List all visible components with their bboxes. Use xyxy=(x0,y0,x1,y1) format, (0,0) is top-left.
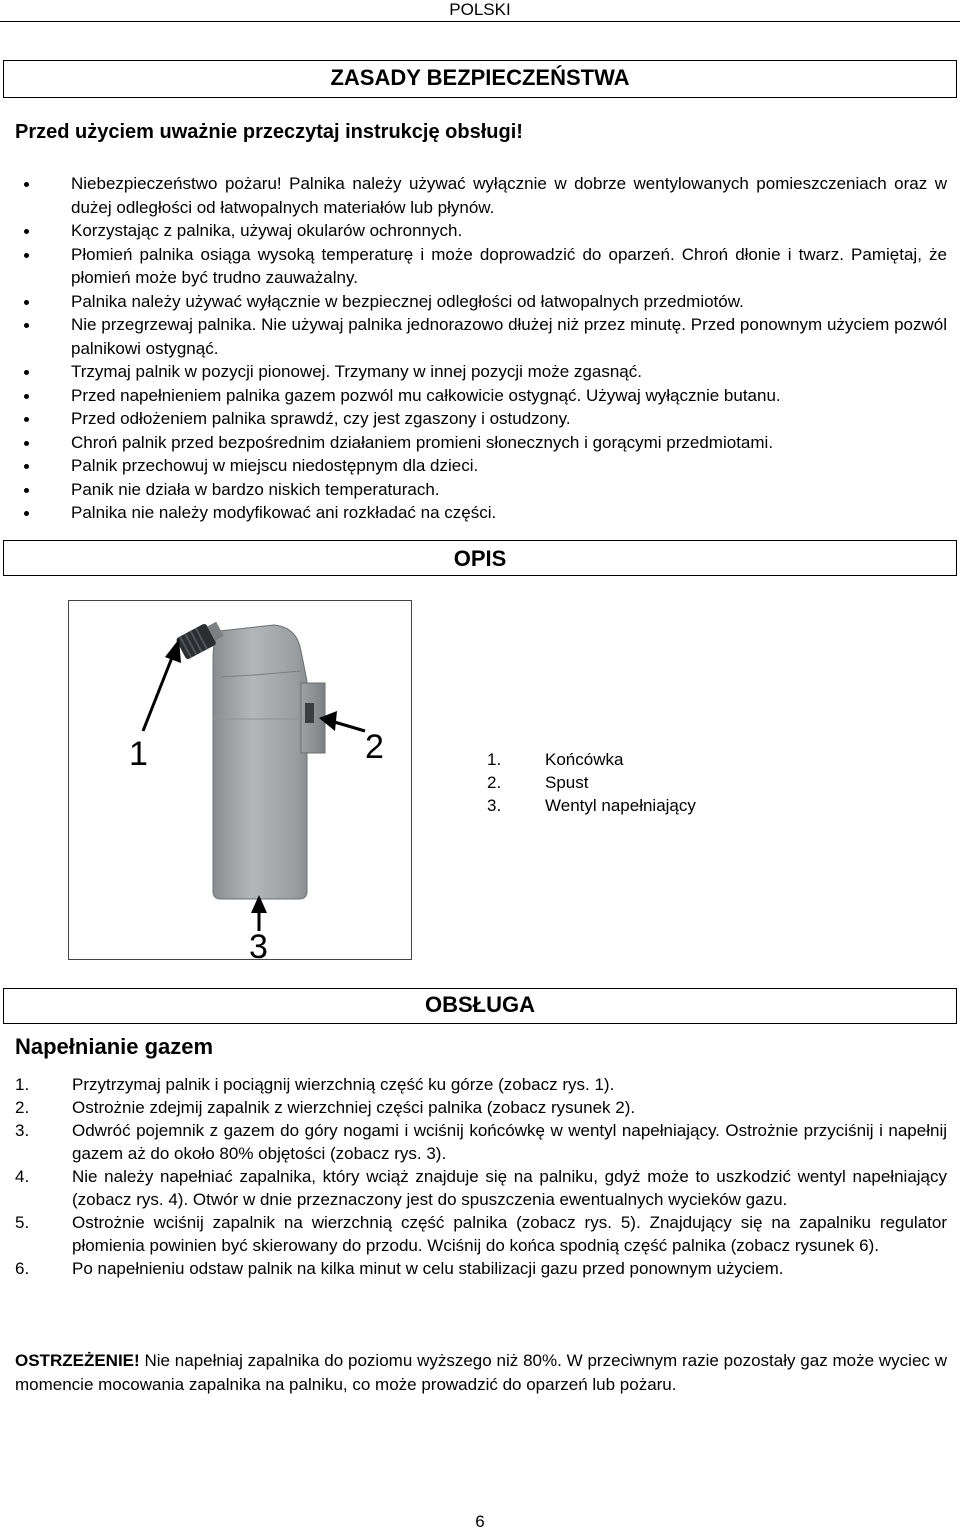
safety-item: Nie przegrzewaj palnika. Nie używaj palnika jednorazowo dłużej niż przez minutę. Przed ponownym użyciem pozwól palnikowi ostygnąć. xyxy=(15,313,947,360)
step-item: 3. Odwróć pojemnik z gazem do góry nogami i wciśnij końcówkę w wentyl napełniający. Ostrożnie przyciśnij i napełnij gazem aż do około 80% objętości (zobacz rys. 3). xyxy=(15,1121,947,1163)
label-2: 2 xyxy=(365,728,384,766)
label-1: 1 xyxy=(129,735,148,773)
step-item: 1. Przytrzymaj palnik i pociągnij wierzchnią część ku górze (zobacz rys. 1). xyxy=(15,1075,615,1094)
header-language: POLSKI xyxy=(0,0,960,22)
trigger xyxy=(305,703,314,723)
safety-item: Palnik przechowuj w miejscu niedostępnym dla dzieci. xyxy=(15,454,947,478)
step-item: 2. Ostrożnie zdejmij zapalnik z wierzchniej części palnika (zobacz rysunek 2). xyxy=(15,1098,636,1117)
warning-label: OSTRZEŻENIE! xyxy=(15,1351,140,1370)
warning-note xyxy=(15,1349,947,1396)
bullet-icon xyxy=(24,323,29,328)
bullet-icon xyxy=(24,464,29,469)
operation-steps xyxy=(15,1073,947,1280)
safety-item: Niebezpieczeństwo pożaru! Palnika należy używać wyłącznie w dobrze wentylowanych pomieszczeniach oraz w dużej odległości od łatwopalnych materiałów lub płynów. xyxy=(15,172,947,219)
safety-item: Trzymaj palnik w pozycji pionowej. Trzymany w innej pozycji może zgasnąć. xyxy=(15,360,947,384)
step-item: 6. Po napełnieniu odstaw palnik na kilka minut w celu stabilizacji gazu przed ponownym użyciem. xyxy=(15,1259,784,1278)
label-3: 3 xyxy=(249,928,268,959)
operation-subtitle: Napełnianie gazem xyxy=(15,1034,214,1059)
step-item: 5. Ostrożnie wciśnij zapalnik na wierzchnią część palnika (zobacz rys. 5). Znajdujący się na zapalniku regulator płomienia powinien być skierowany do przodu. Wciśnij do końca spodnią część palnika (zobacz rysunek 6). xyxy=(15,1213,947,1255)
safety-item: Chroń palnik przed bezpośrednim działaniem promieni słonecznych i gorącymi przedmiotami. xyxy=(15,431,947,455)
step-item: 4. Nie należy napełniać zapalnika, który wciąż znajduje się na palniku, gdyż może to uszkodzić wentyl napełniający (zobacz rys. 4). Otwór w dnie przeznaczony jest do spuszczenia ewentualnych wycieków gazu. xyxy=(15,1167,947,1209)
bullet-icon xyxy=(24,370,29,375)
bullet-icon xyxy=(24,394,29,399)
description-title: OPIS xyxy=(453,546,507,571)
torch-body xyxy=(213,625,324,899)
operation-title: OBSŁUGA xyxy=(425,992,535,1017)
safety-item: Przed napełnieniem palnika gazem pozwól mu całkowicie ostygnąć. Używaj wyłącznie butanu. xyxy=(15,384,947,408)
arrow-1 xyxy=(143,655,173,731)
legend-item: 3. Wentyl napełniający xyxy=(487,796,696,815)
bullet-icon xyxy=(24,300,29,305)
torch-illustration xyxy=(69,601,411,959)
safety-intro: Przed użyciem uważnie przeczytaj instrukcję obsługi! xyxy=(15,121,523,143)
bullet-icon xyxy=(24,511,29,516)
torch-figure xyxy=(68,600,412,960)
bullet-icon xyxy=(24,182,29,187)
safety-item: Płomień palnika osiąga wysoką temperaturę i może doprowadzić do oparzeń. Chroń dłonie i twarz. Pamiętaj, że płomień może być trudno zauważalny. xyxy=(15,243,947,290)
safety-title: ZASADY BEZPIECZEŃSTWA xyxy=(330,65,630,90)
safety-item: Panik nie działa w bardzo niskich temperaturach. xyxy=(15,478,947,502)
bullet-icon xyxy=(24,441,29,446)
warning-text: Nie napełniaj zapalnika do poziomu wyższego niż 80%. W przeciwnym razie pozostały gaz może wyciec w momencie mocowania zapalnika na palniku, co może prowadzić do oparzeń lub pożaru. xyxy=(15,1351,947,1394)
legend-item: 1. Końcówka xyxy=(487,750,624,769)
safety-item: Palnika należy używać wyłącznie w bezpiecznej odległości od łatwopalnych przedmiotów. xyxy=(15,290,947,314)
arrow-2 xyxy=(331,721,365,731)
page-number: 6 xyxy=(475,1512,485,1530)
safety-item: Przed odłożeniem palnika sprawdź, czy jest zgaszony i ostudzony. xyxy=(15,407,947,431)
bullet-icon xyxy=(24,229,29,234)
bullet-icon xyxy=(24,417,29,422)
legend-item: 2. Spust xyxy=(487,773,589,792)
figure-legend xyxy=(487,748,696,817)
bullet-icon xyxy=(24,253,29,258)
safety-item: Palnika nie należy modyfikować ani rozkładać na części. xyxy=(15,501,947,525)
bullet-icon xyxy=(24,488,29,493)
safety-list xyxy=(15,172,947,525)
safety-item: Korzystając z palnika, używaj okularów ochronnych. xyxy=(15,219,947,243)
